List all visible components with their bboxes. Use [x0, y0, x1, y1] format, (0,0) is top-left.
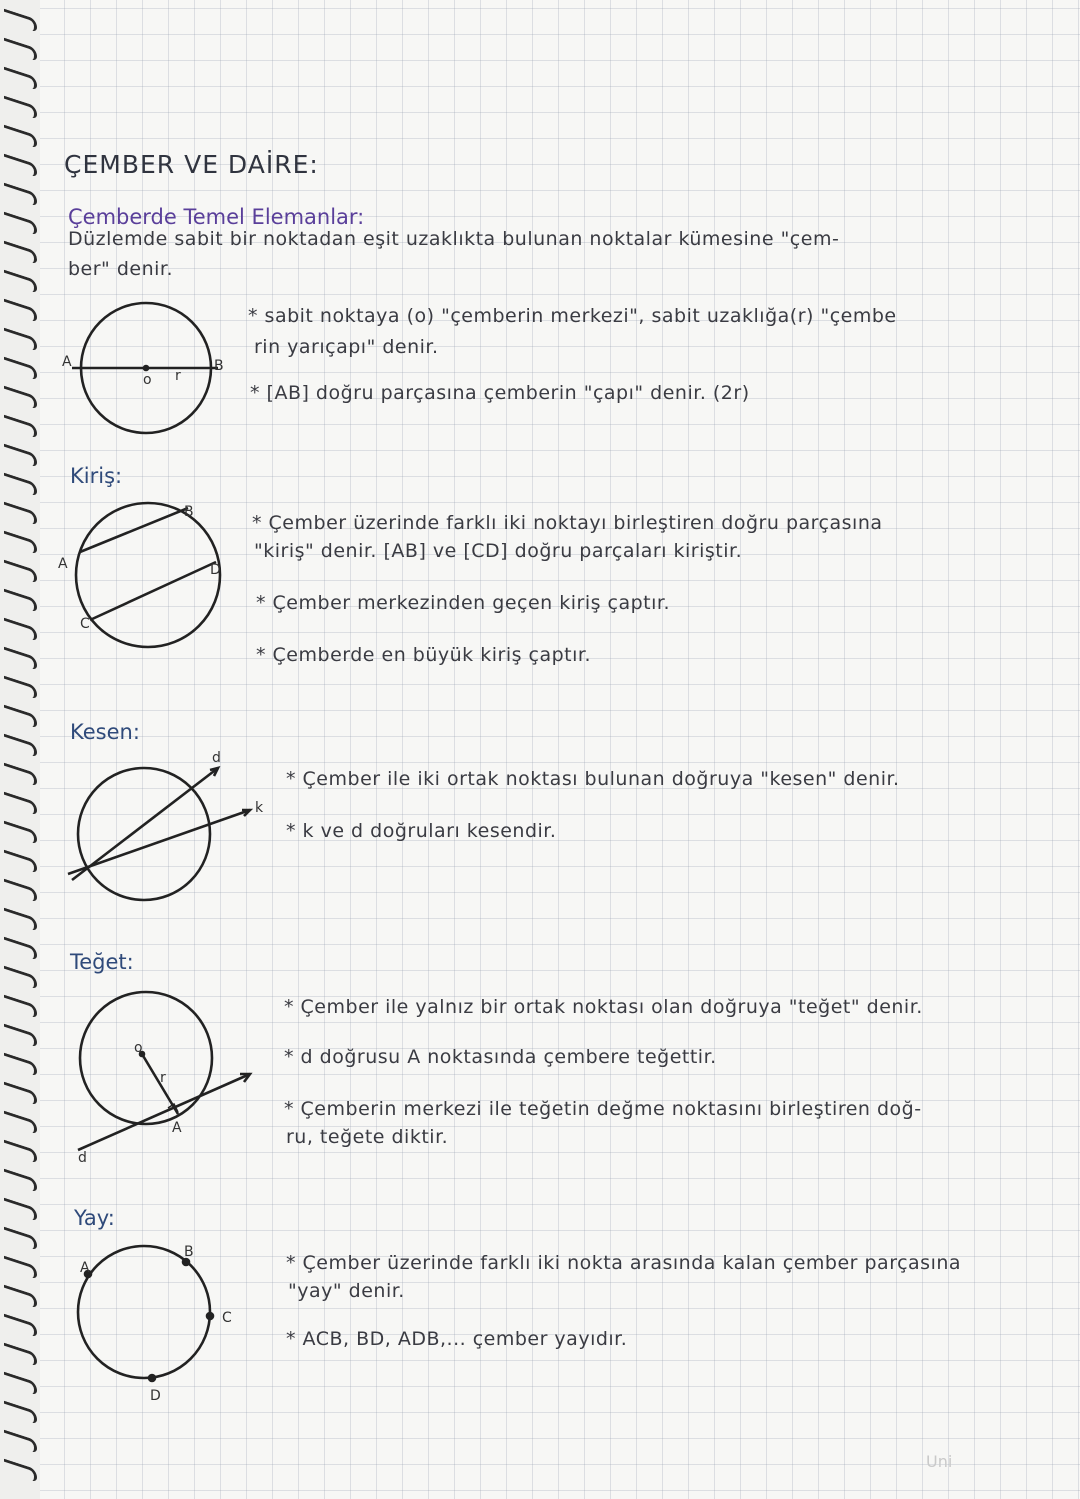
- spiral-coil: [4, 589, 37, 613]
- tangent-circle-figure: [70, 990, 270, 1160]
- spiral-coil: [4, 937, 37, 961]
- spiral-coil: [4, 1198, 37, 1222]
- tangent-note-3-line-1: * Çemberin merkezi ile teğetin değme noktasını birleştiren doğ-: [284, 1098, 922, 1120]
- spiral-coil: [4, 560, 37, 584]
- spiral-coil: [4, 270, 37, 294]
- spiral-coil: [4, 183, 37, 207]
- spiral-coil: [4, 415, 37, 439]
- spiral-coil: [4, 618, 37, 642]
- spiral-coil: [4, 850, 37, 874]
- spiral-coil: [4, 444, 37, 468]
- spiral-coil: [4, 96, 37, 120]
- page-title: ÇEMBER VE DAİRE:: [64, 150, 319, 179]
- chord-note-3: * Çemberde en büyük kiriş çaptır.: [256, 644, 592, 666]
- chord-point-b: B: [184, 504, 194, 520]
- spiral-coil: [4, 966, 37, 990]
- section-heading-elements: Çemberde Temel Elemanlar:: [68, 205, 365, 229]
- chord-point-d: D: [210, 562, 221, 578]
- definition-line-1: Düzlemde sabit bir noktadan eşit uzaklıkta bulunan noktalar kümesine "çem-: [68, 228, 840, 250]
- section-heading-tangent: Teğet:: [70, 950, 134, 974]
- point-label-a: A: [62, 354, 72, 370]
- chord-note-line-2: "kiriş" denir. [AB] ve [CD] doğru parçaları kiriştir.: [254, 540, 743, 562]
- spiral-coil: [4, 1169, 37, 1193]
- spiral-coil: [4, 241, 37, 265]
- chord-point-a: A: [58, 556, 68, 572]
- spiral-coil: [4, 1024, 37, 1048]
- spiral-coil: [4, 995, 37, 1019]
- spiral-coil: [4, 1430, 37, 1454]
- spiral-coil: [4, 879, 37, 903]
- diameter-circle-figure: [60, 300, 240, 440]
- chord-point-c: C: [80, 616, 90, 632]
- center-radius-note-line-2: rin yarıçapı" denir.: [254, 336, 439, 358]
- spiral-coil: [4, 1343, 37, 1367]
- spiral-coil: [4, 502, 37, 526]
- arc-circle-figure: [70, 1240, 230, 1390]
- spiral-binding: [0, 0, 44, 1499]
- spiral-coil: [4, 1053, 37, 1077]
- radius-label-r: r: [175, 368, 181, 384]
- spiral-coil: [4, 328, 37, 352]
- spiral-coil: [4, 473, 37, 497]
- spiral-coil: [4, 676, 37, 700]
- diameter-note: * [AB] doğru parçasına çemberin "çapı" denir. (2r): [250, 382, 750, 404]
- spiral-coil: [4, 821, 37, 845]
- secant-note-2: * k ve d doğruları kesendir.: [286, 820, 557, 842]
- spiral-coil: [4, 9, 37, 33]
- spiral-coil: [4, 386, 37, 410]
- spiral-coil: [4, 299, 37, 323]
- tangent-radius-r: r: [160, 1070, 166, 1086]
- tangent-note-3-line-2: ru, teğete diktir.: [286, 1126, 449, 1148]
- arc-point-c: C: [222, 1310, 232, 1326]
- center-label-o: o: [143, 372, 152, 388]
- spiral-coil: [4, 1082, 37, 1106]
- spiral-coil: [4, 1459, 37, 1483]
- point-label-b: B: [214, 358, 224, 374]
- spiral-coil: [4, 154, 37, 178]
- arc-point-b: B: [184, 1244, 194, 1260]
- spiral-coil: [4, 1372, 37, 1396]
- line-label-k: k: [255, 800, 264, 816]
- spiral-coil: [4, 1314, 37, 1338]
- spiral-coil: [4, 1285, 37, 1309]
- spiral-coil: [4, 1140, 37, 1164]
- spiral-coil: [4, 38, 37, 62]
- section-heading-arc: Yay:: [74, 1206, 115, 1230]
- tangent-note-2: * d doğrusu A noktasında çembere teğettir.: [284, 1046, 717, 1068]
- spiral-coil: [4, 125, 37, 149]
- spiral-coil: [4, 792, 37, 816]
- spiral-coil: [4, 734, 37, 758]
- arc-note-2: * ACB, BD, ADB,... çember yayıdır.: [286, 1328, 628, 1350]
- spiral-coil: [4, 763, 37, 787]
- chord-note-2: * Çember merkezinden geçen kiriş çaptır.: [256, 592, 671, 614]
- spiral-coil: [4, 531, 37, 555]
- section-heading-secant: Kesen:: [70, 720, 140, 744]
- spiral-coil: [4, 908, 37, 932]
- tangent-line-d: d: [78, 1150, 87, 1166]
- tangent-note-1: * Çember ile yalnız bir ortak noktası olan doğruya "teğet" denir.: [284, 996, 923, 1018]
- spiral-coil: [4, 357, 37, 381]
- arc-point-a: A: [80, 1260, 90, 1276]
- arc-note-line-1: * Çember üzerinde farklı iki nokta arasında kalan çember parçasına: [286, 1252, 962, 1274]
- arc-note-line-2: "yay" denir.: [288, 1280, 405, 1302]
- spiral-coil: [4, 1256, 37, 1280]
- center-radius-note-line-1: * sabit noktaya (o) "çemberin merkezi", sabit uzaklığa(r) "çembe: [248, 305, 897, 327]
- spiral-coil: [4, 67, 37, 91]
- chord-note-line-1: * Çember üzerinde farklı iki noktayı birleştiren doğru parçasına: [252, 512, 883, 534]
- line-label-d: d: [212, 750, 221, 766]
- tangent-point-a: A: [172, 1120, 182, 1136]
- notebook-brand-mark: Uni: [926, 1452, 953, 1471]
- tangent-center-o: o: [134, 1040, 143, 1056]
- definition-line-2: ber" denir.: [68, 258, 174, 280]
- arc-point-d: D: [150, 1388, 161, 1404]
- spiral-coil: [4, 212, 37, 236]
- section-heading-chord: Kiriş:: [70, 464, 123, 488]
- spiral-coil: [4, 1111, 37, 1135]
- spiral-coil: [4, 1227, 37, 1251]
- spiral-coil: [4, 1401, 37, 1425]
- spiral-coil: [4, 705, 37, 729]
- secant-circle-figure: [60, 750, 260, 900]
- secant-note-1: * Çember ile iki ortak noktası bulunan doğruya "kesen" denir.: [286, 768, 900, 790]
- spiral-coil: [4, 647, 37, 671]
